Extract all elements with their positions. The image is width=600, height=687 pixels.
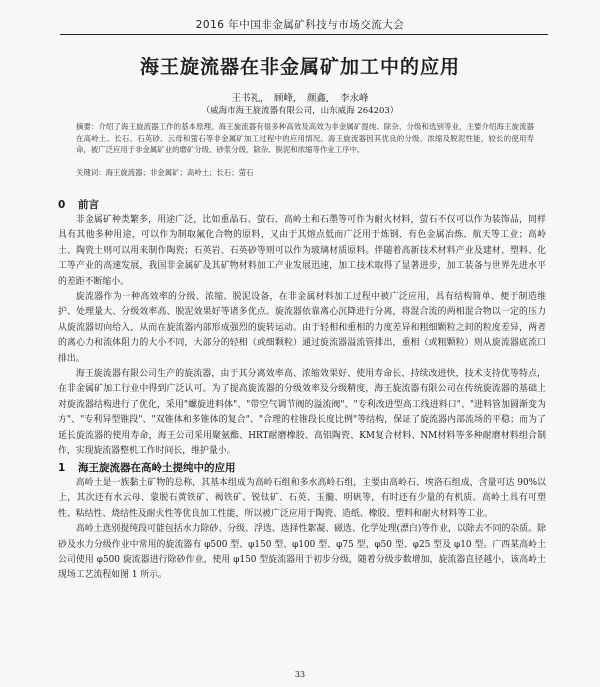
- section-title: 前言: [78, 199, 99, 211]
- section-title: 海王旋流器在高岭土提纯中的应用: [78, 462, 236, 474]
- paragraph: 高岭土选别提纯段可能包括水力除砂、分级、浮选、选择性絮凝、磁选、化学处理(漂白)等作业，以除去不同的杂质。除砂及水力分级作业中常用的旋流器有 φ500 型、φ150 型、φ100 型、φ75 型、φ50 型、φ25 型及 φ10 型。广西某高岭土公司使用 φ500 旋流器进行除砂作业，使用 φ150 型旋流器用于初步分级，随着分级步数增加，旋流器直径越小，该高岭土现场工艺流程如图 1 所示。: [58, 524, 546, 581]
- paper-affiliation: （威海市海王旋流器有限公司，山东威海 264203）: [201, 106, 399, 116]
- section-number: 0: [58, 199, 66, 211]
- paragraph: 非金属矿种类繁多，用途广泛，比如重晶石、萤石、高岭土和石墨等可作为耐火材料，萤石不仅可以作为装饰品，同样具有其他多种用途，可以作为制取氟化合物的原料，又由于其熔点低而广泛用于炼钢、有色金属冶炼、航天等工业；高岭土、陶瓷土则可以用来制作陶瓷；石英岩、石英砂等则可以作为玻璃材质原料。伴随着高新技术材料产业及建材、塑料、化工等产业的高速发展，我国非金属矿及其矿物材料加工产业发展迅速，加工技术取得了显著进步，加工装备与世界先进水平的差距不断缩小。: [58, 215, 546, 287]
- section-number: 1: [58, 462, 66, 474]
- paragraph: 海王旋流器有限公司生产的旋流器，由于其分离效率高、浓缩效果好、使用寿命长、持续改进快，技术支持优等特点，在非金属矿加工行业中得到广泛认可。为了提高旋流器的分级效率及分级精度，海王旋流器有限公司在传统旋流器的基础上对旋流器结构进行了优化，采用"螺旋进料体"、"带空气调节阀的溢流阀"、"专利改进型高工线进料口"、"进料管加圆渐变为方"、"专利异型锥段"、"双锥体和多锥体的复合"、"合理的柱锥段长度比例"等结构，保证了旋流器内部流场的平稳；而为了延长旋流器的使用寿命，海王公司采用聚氨酯、HRT耐磨橡胶、高铝陶瓷、KM复合材料、NM材料等多种耐磨材料组合制作，实现旋流器整机工作时间长，维护量小。: [58, 369, 546, 457]
- keywords: 关键词：海王旋流器；非金属矿；高岭土；长石；萤石: [76, 168, 254, 177]
- section-body: [58, 476, 546, 584]
- paragraph: 高岭土是一族黏土矿物的总称，其基本组成为高岭石组和多水高岭石组，主要由高岭石、埃洛石组成，含量可达 90%以上，其次还有水云母、蒙脱石黄铁矿、褐铁矿、锐钛矿、石英、玉髓、明矾等，有时还有少量的有机质。高岭土具有可塑性、粘结性、烧结性及耐火性等优良加工性能，所以被广泛应用于陶瓷、造纸、橡胶、塑料和耐火材料等工业。: [58, 478, 546, 519]
- section-body: [58, 213, 546, 460]
- paragraph: 旋流器作为一种高效率的分级、浓缩、脱泥设备，在非金属材料加工过程中被广泛应用，具有结构简单、便于制造维护、处理量大、分级效率高、脱泥效果好等诸多优点。旋流器依靠离心沉降进行分离，将混合流的两相混合物以一定的压力从旋流器切向给入，从而在旋流器内部形成强烈的旋转运动。由于轻相和重相的力度差异和粗细颗粒之间的粒度差异，两者的离心力和流体阻力的大小不同，大部分的轻相（或细颗粒）通过旋流器溢流管排出，重相（或粗颗粒）则从旋流器底流口排出。: [58, 292, 546, 364]
- paper-title: 海王旋流器在非金属矿加工中的应用: [139, 56, 460, 78]
- header-rule: [60, 34, 548, 35]
- paper-authors: 王书礼, 顾峰, 颜鑫, 李永峰: [231, 93, 369, 104]
- page-number: 33: [294, 670, 306, 679]
- abstract-text: 摘要：介绍了海王旋流器工作的基本原理。海王旋流器有很多种高效及高效为非金属矿提纯、除杂、分级和选别等业，主要介绍海王旋流器在高岭土、长石、石英砂、云母和萤石等非金属矿加工过程中的应用情况。海王旋流器因其优良的分级、浓缩及脱泥性能，较长的使用寿命，被广泛应用于非金属矿业的磨矿分级、砂浆分级、除杂、脱泥和浓缩等作业工序中。: [76, 122, 534, 154]
- running-header: 2016 年中国非金属矿科技与市场交流大会: [195, 19, 405, 31]
- abstract: [76, 121, 534, 156]
- section-heading: [58, 460, 236, 475]
- section-heading: [58, 197, 99, 212]
